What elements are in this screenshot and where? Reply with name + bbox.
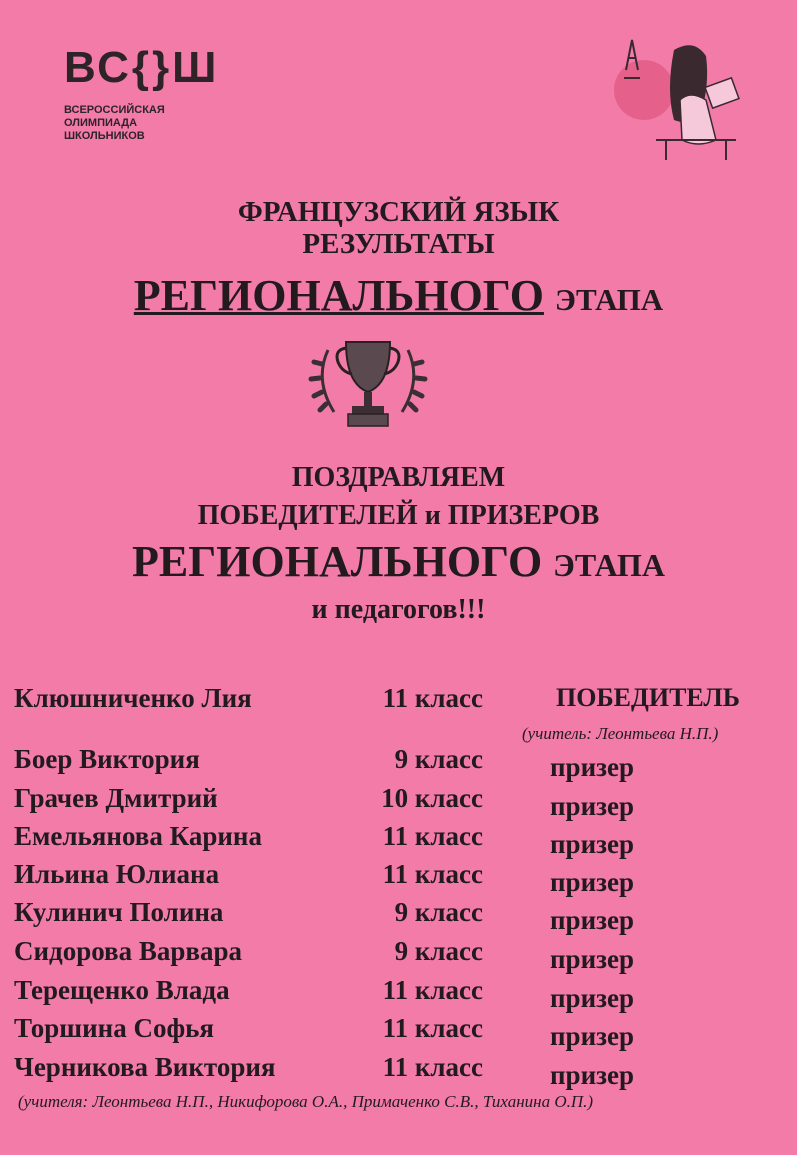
logo-subtitle — [64, 104, 224, 143]
result-row — [0, 821, 797, 857]
student-grade: 11 класс — [382, 1013, 483, 1043]
vsosh-logo — [64, 43, 224, 143]
congrats-line-1: ПОЗДРАВЛЯЕМ — [291, 462, 506, 493]
stage-title — [0, 270, 797, 321]
student-status: призер — [550, 867, 634, 897]
reading-girl-illustration — [596, 30, 746, 170]
result-row — [0, 897, 797, 933]
student-status: призер — [550, 791, 634, 821]
student-status: призер — [550, 752, 634, 782]
student-grade: 9 класс — [394, 744, 483, 774]
result-row — [0, 936, 797, 972]
congrats-stage-big: РЕГИОНАЛЬНОГО — [132, 537, 543, 586]
congrats-line-2: ПОБЕДИТЕЛЕЙ и ПРИЗЕРОВ — [197, 500, 600, 531]
student-name: Сидорова Варвара — [14, 936, 243, 966]
result-row — [0, 975, 797, 1011]
congrats-stage — [0, 536, 797, 587]
student-name: Черникова Виктория — [14, 1052, 276, 1082]
teachers-note: (учителя: Леонтьева Н.П., Никифорова О.А., Примаченко С.В., Тиханина О.П.) — [18, 1092, 594, 1111]
student-status: ПОБЕДИТЕЛЬ — [556, 683, 740, 712]
student-grade: 11 класс — [382, 1052, 483, 1082]
student-name: Емельянова Карина — [14, 821, 262, 851]
student-grade: 9 класс — [394, 936, 483, 966]
congrats-line-4: и педагогов!!! — [311, 594, 486, 625]
student-status: призер — [550, 905, 634, 935]
stage-title-big: РЕГИОНАЛЬНОГО — [133, 271, 544, 320]
result-row — [0, 859, 797, 895]
student-status: призер — [550, 944, 634, 974]
student-name: Ильина Юлиана — [14, 859, 220, 889]
student-status: призер — [550, 829, 634, 859]
logo-subtitle-line: ОЛИМПИАДА — [64, 117, 138, 129]
student-grade: 9 класс — [394, 897, 483, 927]
student-status: призер — [550, 983, 634, 1013]
logo-subtitle-line: ВСЕРОССИЙСКАЯ — [64, 104, 165, 116]
results-title: РЕЗУЛЬТАТЫ — [302, 228, 495, 260]
student-grade: 11 класс — [382, 975, 483, 1005]
student-name: Грачев Дмитрий — [14, 783, 218, 813]
result-row — [0, 683, 797, 719]
result-row — [0, 783, 797, 819]
congrats-stage-small: ЭТАПА — [553, 547, 665, 583]
student-status: призер — [550, 1021, 634, 1051]
student-name: Кулинич Полина — [14, 897, 224, 927]
logo-subtitle-line: ШКОЛЬНИКОВ — [64, 130, 145, 142]
result-row — [0, 1013, 797, 1049]
student-name: Торшина Софья — [14, 1013, 215, 1043]
logo-mark: ВС{}Ш — [64, 43, 220, 92]
result-row — [0, 744, 797, 780]
student-name: Боер Виктория — [14, 744, 200, 774]
winner-teacher-note: (учитель: Леонтьева Н.П.) — [522, 724, 719, 743]
student-grade: 11 класс — [382, 859, 483, 889]
student-grade: 11 класс — [382, 821, 483, 851]
trophy-icon — [308, 330, 428, 438]
student-name: Клюшниченко Лия — [14, 683, 252, 713]
student-status: призер — [550, 1060, 634, 1090]
stage-title-small: ЭТАПА — [554, 282, 664, 317]
student-grade: 11 класс — [382, 683, 483, 713]
result-row — [0, 1052, 797, 1088]
subject-title: ФРАНЦУЗСКИЙ ЯЗЫК — [237, 196, 560, 228]
student-name: Терещенко Влада — [14, 975, 230, 1005]
student-grade: 10 класс — [381, 783, 483, 813]
